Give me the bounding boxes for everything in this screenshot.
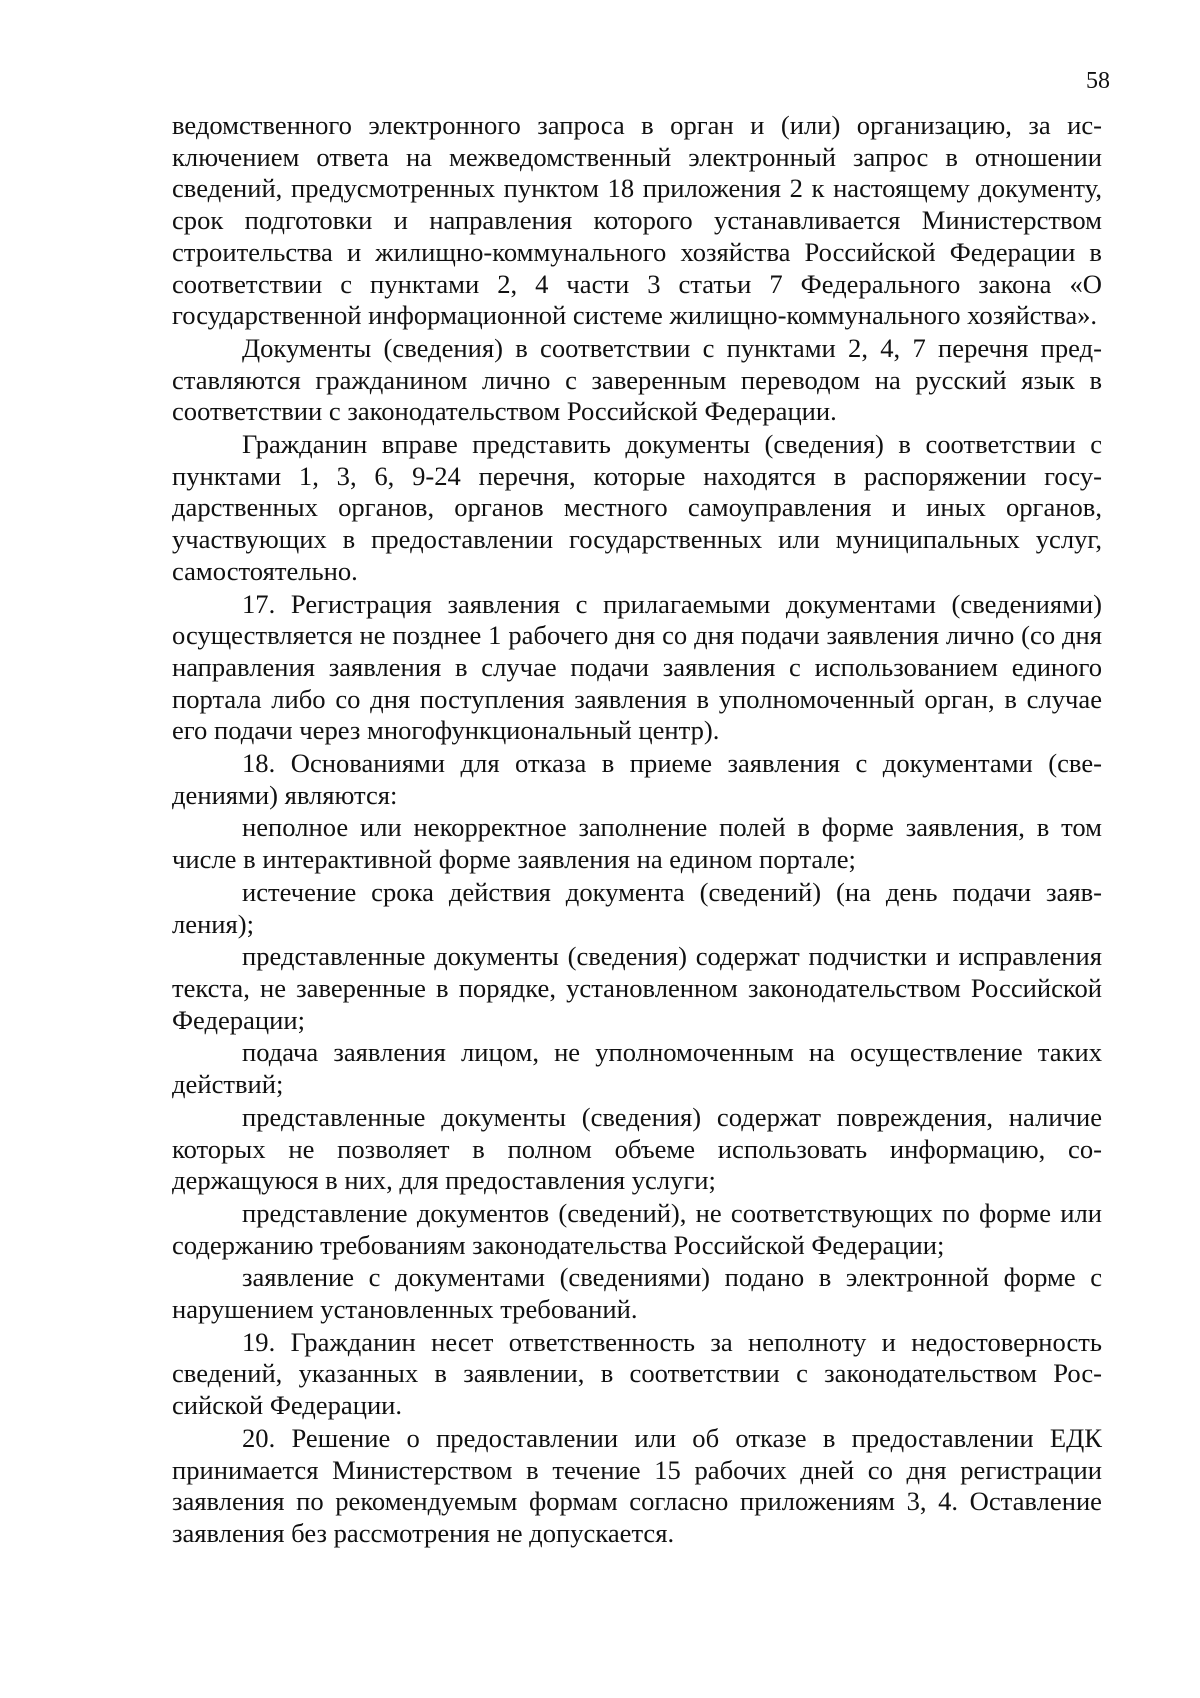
paragraph-item-17: 17. Регистрация заявления с прилагаемыми документами (сведениями) осуществляется не позднее 1 рабочего дня со дня подачи заявления лично (со дня направления заявления в случае подачи заявления с использованием единого портала либо со дня поступления заявления в уполномоченный орган, в случае его подачи через многофункциональный центр). — [172, 588, 1102, 746]
list-item-refusal-5: представленные документы (сведения) содержат повреждения, наличие которых не позволяет в полном объеме использовать информацию, содержащуюся в них, для предоставления услуги; — [172, 1101, 1102, 1196]
list-item-refusal-2: истечение срока действия документа (сведений) (на день подачи заявления); — [172, 876, 1102, 939]
paragraph-item-19: 19. Гражданин несет ответственность за неполноту и недостоверность сведений, указанных в заявлении, в соответствии с законодательством Российской Федерации. — [172, 1326, 1102, 1421]
paragraph-continuation: ведомственного электронного запроса в орган и (или) организацию, за исключением ответа на межведомственный электронный запрос в отношении сведений, предусмотренных пунктом 18 приложения 2 к настоящему документу, срок подготовки и направления которого устанавливается Министерством строительства и жилищно-коммунального хозяйства Российской Федерации в соответствии с пунктами 2, 4 части 3 статьи 7 Федерального закона «О государственной информационной системе жилищно-коммунального хозяйства». — [172, 110, 1102, 331]
paragraph-item-18: 18. Основаниями для отказа в приеме заявления с документами (сведениями) являются: — [172, 748, 1102, 810]
list-item-refusal-7: заявление с документами (сведениями) подано в электронной форме с нарушением установленных требований. — [172, 1262, 1102, 1325]
paragraph-citizen-rights: Гражданин вправе представить документы (сведения) в соответствии с пунктами 1, 3, 6, 9-24 перечня, которые находятся в распоряжении государственных органов, органов местного самоуправления и иных органов, участвующих в предоставлении государственных или муниципальных услуг, самостоятельно. — [172, 429, 1102, 586]
paragraph-item-20: 20. Решение о предоставлении или об отказе в предоставлении ЕДК принимается Министерством в течение 15 рабочих дней со дня регистрации заявления по рекомендуемым формам согласно приложениям 3, 4. Оставление заявления без рассмотрения не допускается. — [172, 1422, 1102, 1548]
list-item-refusal-6: представление документов (сведений), не соответствующих по форме или содержанию требованиям законодательства Российской Федерации; — [172, 1197, 1102, 1260]
list-item-refusal-3: представленные документы (сведения) содержат подчистки и исправления текста, не заверенные в порядке, установленном законодательством Российской Федерации; — [172, 941, 1102, 1035]
list-item-refusal-1: неполное или некорректное заполнение полей в форме заявления, в том числе в интерактивной форме заявления на едином портале; — [172, 812, 1102, 875]
list-item-refusal-4: подача заявления лицом, не уполномоченным на осуществление таких действий; — [172, 1037, 1102, 1100]
paragraph-documents: Документы (сведения) в соответствии с пунктами 2, 4, 7 перечня представляются гражданином лично с заверенным переводом на русский язык в соответствии с законодательством Российской Федерации. — [172, 332, 1102, 427]
document-body — [172, 110, 1102, 1551]
page-number: 58 — [1086, 68, 1110, 94]
